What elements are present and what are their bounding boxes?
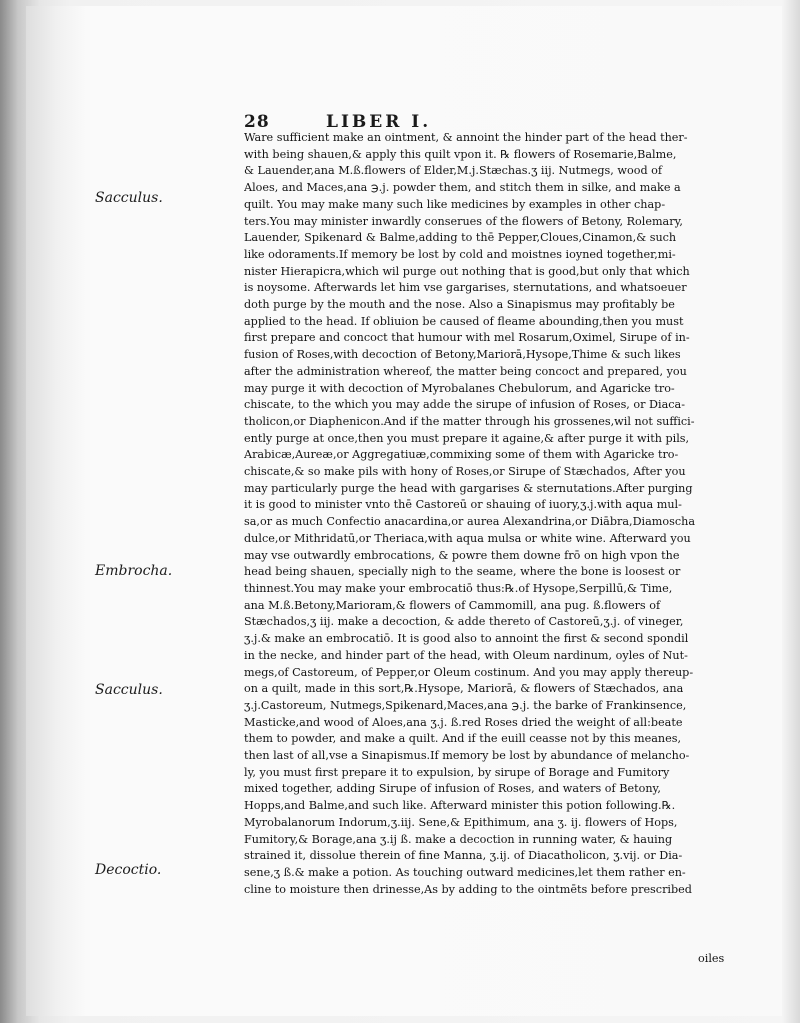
text-line: ently purge at once,then you must prepare it againe,& after purge it with pils,	[244, 431, 690, 445]
text-line: sene,ʒ ß.& make a potion. As touching outward medicines,let them rather en-	[244, 865, 686, 879]
text-line: sa,or as much Confectio anacardina,or aurea Alexandrina,or Diābra,Diamoscha	[244, 515, 696, 529]
text-line: tholicon,or Diaphenicon.And if the matter through his grossenes,wil not suffici-	[244, 414, 695, 428]
running-head: LIBER I.	[326, 112, 432, 132]
text-line: is noysome. Afterwards let him vse gargarises, sternutations, and whatsoeuer	[244, 281, 687, 295]
text-line: Stæchados,ʒ iij. make a decoction, & adde thereto of Castoreū,ʒ.j. of vineger,	[244, 615, 684, 629]
text-line: strained it, dissolue therein of fine Manna, ʒ.ij. of Diacatholicon, ʒ.vij. or Dia-	[244, 849, 683, 863]
text-line: applied to the head. If obliuion be caused of fleame abounding,then you must	[244, 314, 684, 328]
text-line: quilt. You may make many such like medicines by examples in other chap-	[244, 197, 666, 211]
text-line: ters.You may minister inwardly conserues of the flowers of Betony, Rolemary,	[244, 214, 683, 228]
marginal-note-sacculus-1: Sacculus.	[95, 190, 163, 206]
text-line: Fumitory,& Borage,ana ʒ.ij ß. make a decoction in running water, & hauing	[244, 832, 673, 846]
page-number: 28	[244, 112, 270, 132]
text-line: Arabicæ,Aureæ,or Aggregatiuæ,commixing some of them with Agaricke tro-	[244, 448, 679, 462]
text-line: Masticke,and wood of Aloes,ana ʒ.j. ß.red Roses dried the weight of all:beate	[244, 715, 683, 729]
text-line: Myrobalanorum Indorum,ʒ.iij. Sene,& Epithimum, ana ʒ. ij. flowers of Hops,	[244, 815, 678, 829]
text-line: may particularly purge the head with gargarises & sternutations.After purging	[244, 481, 693, 495]
text-line: in the necke, and hinder part of the head, with Oleum nardinum, oyles of Nut-	[244, 648, 688, 662]
marginal-note-decoctio: Decoctio.	[95, 862, 162, 878]
text-line: like odoraments.If memory be lost by cold and moistnes ioyned together,mi-	[244, 247, 676, 261]
text-line: on a quilt, made in this sort,℞.Hysope, Mariorā, & flowers of Stæchados, ana	[244, 682, 684, 696]
text-line: ly, you must first prepare it to expulsion, by sirupe of Borage and Fumitory	[244, 765, 670, 779]
text-line: megs,of Castoreum, of Pepper,or Oleum costinum. And you may apply thereup-	[244, 665, 694, 679]
text-line: after the administration whereof, the matter being concoct and prepared, you	[244, 364, 687, 378]
text-line: cline to moisture then drinesse,As by adding to the ointmēts before prescribed	[244, 882, 692, 896]
text-line: with being shauen,& apply this quilt vpon it. ℞ flowers of Rosemarie,Balme,	[244, 147, 677, 161]
text-line: ʒ.j.Castoreum, Nutmegs,Spikenard,Maces,ana ℈.j. the barke of Frankinsence,	[244, 698, 687, 712]
text-line: ana M.ß.Betony,Marioram,& flowers of Cammomill, ana pug. ß.flowers of	[244, 598, 661, 612]
text-line: nister Hierapicra,which wil purge out nothing that is good,but only that which	[244, 264, 690, 278]
text-line: then last of all,vse a Sinapismus.If memory be lost by abundance of melancho-	[244, 749, 690, 763]
marginal-note-embrocha: Embrocha.	[95, 563, 173, 579]
text-line: thinnest.You may make your embrocatiō thus:℞.of Hysope,Serpillū,& Time,	[244, 581, 673, 595]
text-line: first prepare and concoct that humour with mel Rosarum,Oximel, Sirupe of in-	[244, 331, 690, 345]
text-line: them to powder, and make a quilt. And if the euill ceasse not by this meanes,	[244, 732, 682, 746]
marginal-note-sacculus-2: Sacculus.	[95, 682, 163, 698]
text-line: chiscate,& so make pils with hony of Roses,or Sirupe of Stæchados, After you	[244, 465, 686, 479]
body-text	[244, 130, 734, 898]
text-line: & Lauender,ana M.ß.flowers of Elder,M.j.Stæchas.ʒ iij. Nutmegs, wood of	[244, 164, 663, 178]
text-line: Aloes, and Maces,ana ℈.j. powder them, and stitch them in silke, and make a	[244, 181, 681, 195]
text-line: Hopps,and Balme,and such like. Afterward minister this potion following.℞.	[244, 799, 676, 813]
text-line: Ware sufficient make an ointment, & annoint the hinder part of the head ther-	[244, 131, 688, 144]
text-line: mixed together, adding Sirupe of infusion of Roses, and waters of Betony,	[244, 782, 661, 796]
text-line: fusion of Roses,with decoction of Betony,Mariorā,Hysope,Thime & such likes	[244, 348, 681, 362]
text-line: Lauender, Spikenard & Balme,adding to thē Pepper,Cloues,Cinamon,& such	[244, 231, 677, 245]
text-line: head being shauen, specially nigh to the seame, where the bone is loosest or	[244, 565, 681, 579]
text-line: doth purge by the mouth and the nose. Also a Sinapismus may profitably be	[244, 298, 675, 312]
text-line: may purge it with decoction of Myrobalanes Chebulorum, and Agaricke tro-	[244, 381, 675, 395]
page-edge-shadow	[782, 0, 800, 1023]
text-line: may vse outwardly embrocations, & powre them downe frō on high vpon the	[244, 548, 680, 562]
text-line: ʒ.j.& make an embrocatiō. It is good also to annoint the first & second spondil	[244, 632, 689, 646]
catchword: oiles	[698, 952, 725, 965]
text-line: chiscate, to the which you may adde the sirupe of infusion of Roses, or Diaca-	[244, 398, 685, 412]
text-line: it is good to minister vnto thē Castoreū or shauing of iuory,ʒ.j.with aqua mul-	[244, 498, 682, 512]
text-line: dulce,or Mithridatū,or Theriaca,with aqua mulsa or white wine. Afterward you	[244, 531, 691, 545]
